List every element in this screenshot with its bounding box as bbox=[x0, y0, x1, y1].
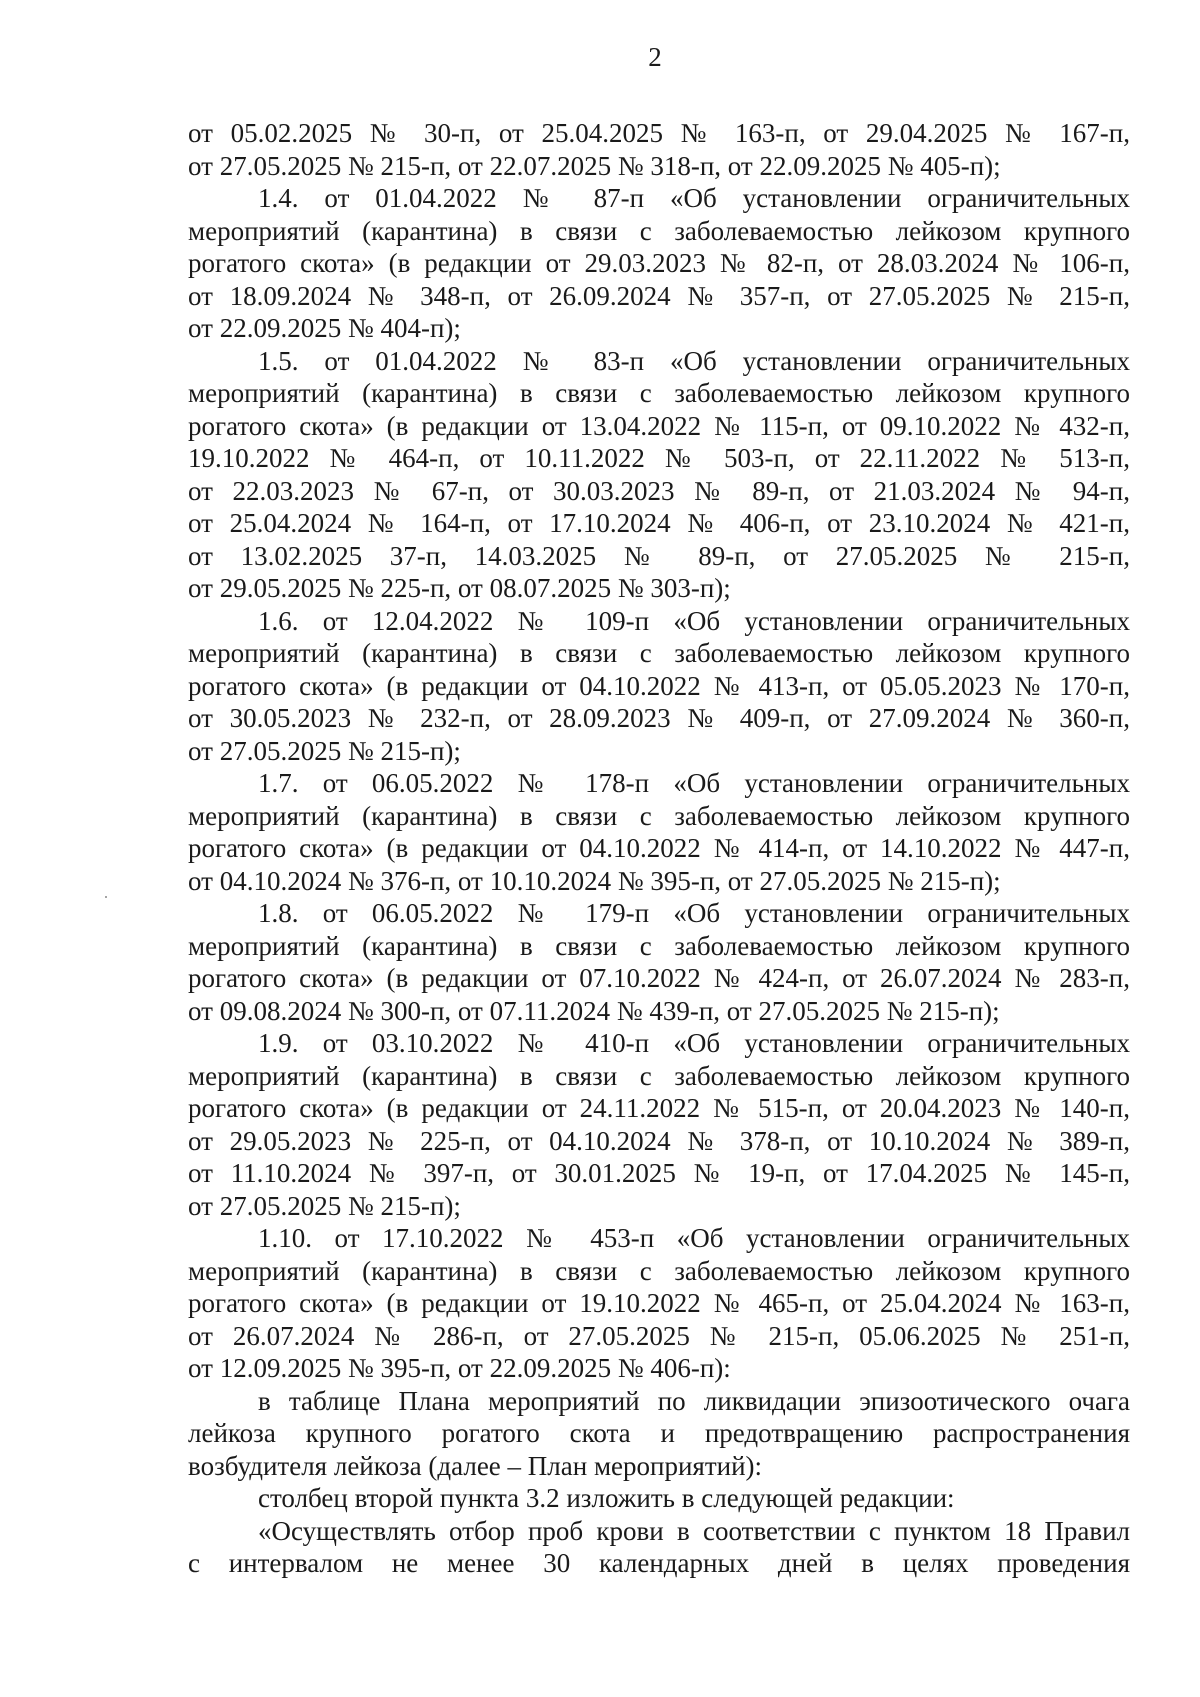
text-line: от 18.09.2024 № 348-п, от 26.09.2024 № 357-п, от 27.05.2025 № 215-п, bbox=[188, 280, 1130, 311]
scan-speck bbox=[105, 896, 107, 898]
text-line: в таблице Плана мероприятий по ликвидации эпизоотического очага bbox=[258, 1385, 1130, 1416]
text-line: от 12.09.2025 № 395-п, от 22.09.2025 № 406-п): bbox=[188, 1353, 731, 1383]
text-line: возбудителя лейкоза (далее – План мероприятий): bbox=[188, 1450, 763, 1481]
text-line: мероприятий (карантина) в связи с заболеваемостью лейкозом крупного bbox=[188, 378, 1130, 408]
text-line: рогатого скота» (в редакции от 04.10.2022 № 414-п, от 14.10.2022 № 447-п, bbox=[188, 833, 1130, 863]
text-line: от 29.05.2023 № 225-п, от 04.10.2024 № 378-п, от 10.10.2024 № 389-п, bbox=[188, 1125, 1130, 1156]
text-line: мероприятий (карантина) в связи с заболеваемостью лейкозом крупного bbox=[188, 1255, 1130, 1286]
text-line: мероприятий (карантина) в связи с заболеваемостью лейкозом крупного bbox=[188, 1060, 1130, 1091]
text-line: от 11.10.2024 № 397-п, от 30.01.2025 № 19-п, от 17.04.2025 № 145-п, bbox=[188, 1158, 1130, 1188]
text-line: от 27.05.2025 № 215-п, от 22.07.2025 № 318-п, от 22.09.2025 № 405-п); bbox=[188, 150, 1001, 181]
document-body bbox=[188, 117, 1130, 1580]
text-line: лейкоза крупного рогатого скота и предотвращению распространения bbox=[188, 1418, 1130, 1448]
text-line: от 04.10.2024 № 376-п, от 10.10.2024 № 395-п, от 27.05.2025 № 215-п); bbox=[188, 865, 1001, 896]
text-line: мероприятий (карантина) в связи с заболеваемостью лейкозом крупного bbox=[188, 800, 1130, 831]
text-line: от 22.03.2023 № 67-п, от 30.03.2023 № 89-п, от 21.03.2024 № 94-п, bbox=[188, 475, 1130, 506]
text-line: 1.6. от 12.04.2022 № 109-п «Об установлении ограничительных bbox=[258, 605, 1130, 636]
text-line: от 25.04.2024 № 164-п, от 17.10.2024 № 406-п, от 23.10.2024 № 421-п, bbox=[188, 508, 1130, 538]
text-line: от 29.05.2025 № 225-п, от 08.07.2025 № 303-п); bbox=[188, 573, 731, 603]
text-line: мероприятий (карантина) в связи с заболеваемостью лейкозом крупного bbox=[188, 930, 1130, 961]
text-line: рогатого скота» (в редакции от 19.10.2022 № 465-п, от 25.04.2024 № 163-п, bbox=[188, 1288, 1130, 1318]
text-line: рогатого скота» (в редакции от 04.10.2022 № 413-п, от 05.05.2023 № 170-п, bbox=[188, 670, 1130, 701]
text-line: 19.10.2022 № 464-п, от 10.11.2022 № 503-п, от 22.11.2022 № 513-п, bbox=[188, 443, 1130, 473]
text-line: рогатого скота» (в редакции от 07.10.2022 № 424-п, от 26.07.2024 № 283-п, bbox=[188, 963, 1130, 993]
text-line: мероприятий (карантина) в связи с заболеваемостью лейкозом крупного bbox=[188, 215, 1130, 246]
text-line: 1.5. от 01.04.2022 № 83-п «Об установлении ограничительных bbox=[258, 345, 1130, 376]
text-line: 1.4. от 01.04.2022 № 87-п «Об установлении ограничительных bbox=[258, 183, 1130, 213]
text-line: «Осуществлять отбор проб крови в соответствии с пунктом 18 Правил bbox=[258, 1515, 1130, 1546]
text-line: 1.7. от 06.05.2022 № 178-п «Об установлении ограничительных bbox=[258, 768, 1130, 798]
text-line: 1.8. от 06.05.2022 № 179-п «Об установлении ограничительных bbox=[258, 898, 1130, 928]
text-line: 1.9. от 03.10.2022 № 410-п «Об установлении ограничительных bbox=[258, 1028, 1130, 1058]
text-line: от 09.08.2024 № 300-п, от 07.11.2024 № 439-п, от 27.05.2025 № 215-п); bbox=[188, 995, 1000, 1026]
text-line: с интервалом не менее 30 календарных дней в целях проведения bbox=[188, 1548, 1130, 1578]
text-line: от 30.05.2023 № 232-п, от 28.09.2023 № 409-п, от 27.09.2024 № 360-п, bbox=[188, 703, 1130, 733]
text-line: мероприятий (карантина) в связи с заболеваемостью лейкозом крупного bbox=[188, 638, 1130, 668]
text-line: от 22.09.2025 № 404-п); bbox=[188, 313, 461, 343]
text-line: от 27.05.2025 № 215-п); bbox=[188, 1190, 461, 1221]
text-line: рогатого скота» (в редакции от 13.04.2022 № 115-п, от 09.10.2022 № 432-п, bbox=[188, 410, 1130, 441]
page-number: 2 bbox=[648, 42, 662, 72]
text-line: столбец второй пункта 3.2 изложить в следующей редакции: bbox=[258, 1483, 955, 1513]
text-line: от 05.02.2025 № 30-п, от 25.04.2025 № 163-п, от 29.04.2025 № 167-п, bbox=[188, 118, 1130, 148]
text-line: рогатого скота» (в редакции от 24.11.2022 № 515-п, от 20.04.2023 № 140-п, bbox=[188, 1093, 1130, 1123]
text-line: 1.10. от 17.10.2022 № 453-п «Об установлении ограничительных bbox=[258, 1223, 1130, 1253]
text-line: рогатого скота» (в редакции от 29.03.2023 № 82-п, от 28.03.2024 № 106-п, bbox=[188, 248, 1130, 278]
text-line: от 13.02.2025 37-п, 14.03.2025 № 89-п, от 27.05.2025 № 215-п, bbox=[188, 540, 1130, 571]
text-line: от 26.07.2024 № 286-п, от 27.05.2025 № 215-п, 05.06.2025 № 251-п, bbox=[188, 1320, 1130, 1351]
text-line: от 27.05.2025 № 215-п); bbox=[188, 735, 461, 766]
